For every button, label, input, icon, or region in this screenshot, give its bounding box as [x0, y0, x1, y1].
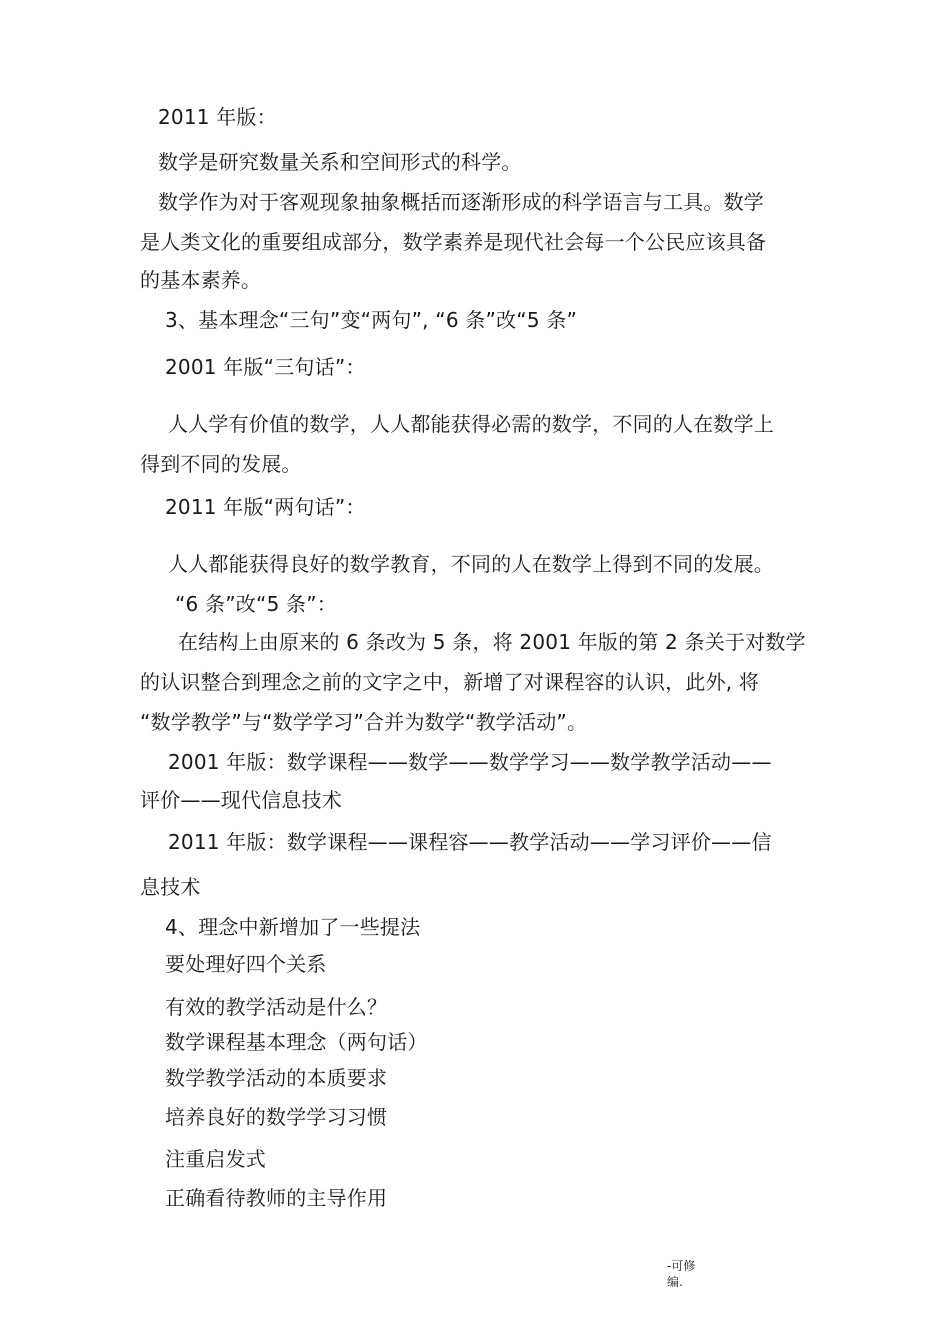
text-line: 2011 年版：: [158, 105, 277, 129]
list-item: 注重启发式: [165, 1147, 266, 1171]
text-line: 评价——现代信息技术: [140, 788, 342, 812]
text-line: 人人都能获得良好的数学教育，不同的人在数学上得到不同的发展。: [168, 552, 774, 576]
text-line: 人人学有价值的数学，人人都能获得必需的数学，不同的人在数学上: [168, 412, 774, 436]
text-line: 在结构上由原来的 6 条改为 5 条，将 2001 年版的第 2 条关于对数学: [178, 630, 806, 654]
footer-note: 编.: [667, 1275, 683, 1289]
text-line: 2011 年版“两句话”：: [165, 495, 366, 519]
section-heading: 4、理念中新增加了一些提法: [165, 915, 421, 939]
list-item: 有效的教学活动是什么？: [165, 995, 388, 1019]
text-line: 2001 年版：数学课程——数学——数学学习——数学教学活动——: [168, 750, 772, 774]
section-heading: 3、基本理念“三句”变“两句”, “6 条”改“5 条”: [165, 308, 578, 332]
text-line: 息技术: [140, 875, 201, 899]
text-line: 数学是研究数量关系和空间形式的科学。: [158, 150, 522, 174]
text-line: 是人类文化的重要组成部分，数学素养是现代社会每一个公民应该具备: [140, 230, 767, 254]
text-line: 数学作为对于客观现象抽象概括而逐渐形成的科学语言与工具。数学: [158, 190, 764, 214]
text-line: 的基本素养。: [140, 268, 262, 292]
list-item: 正确看待教师的主导作用: [165, 1186, 388, 1210]
list-item: 要处理好四个关系: [165, 952, 327, 976]
text-line: 得到不同的发展。: [140, 452, 302, 476]
list-item: 数学课程基本理念（两句话）: [165, 1030, 428, 1054]
text-line: 2001 年版“三句话”：: [165, 355, 366, 379]
text-line: “数学教学”与“数学学习”合并为数学“教学活动”。: [140, 710, 588, 734]
list-item: 培养良好的数学学习习惯: [165, 1105, 388, 1129]
text-line: “6 条”改“5 条”：: [175, 592, 338, 616]
list-item: 数学教学活动的本质要求: [165, 1066, 388, 1090]
footer-note: -可修: [667, 1259, 696, 1273]
text-line: 的认识整合到理念之前的文字之中，新增了对课程容的认识，此外, 将: [140, 670, 760, 694]
text-line: 2011 年版：数学课程——课程容——教学活动——学习评价——信: [168, 830, 772, 854]
